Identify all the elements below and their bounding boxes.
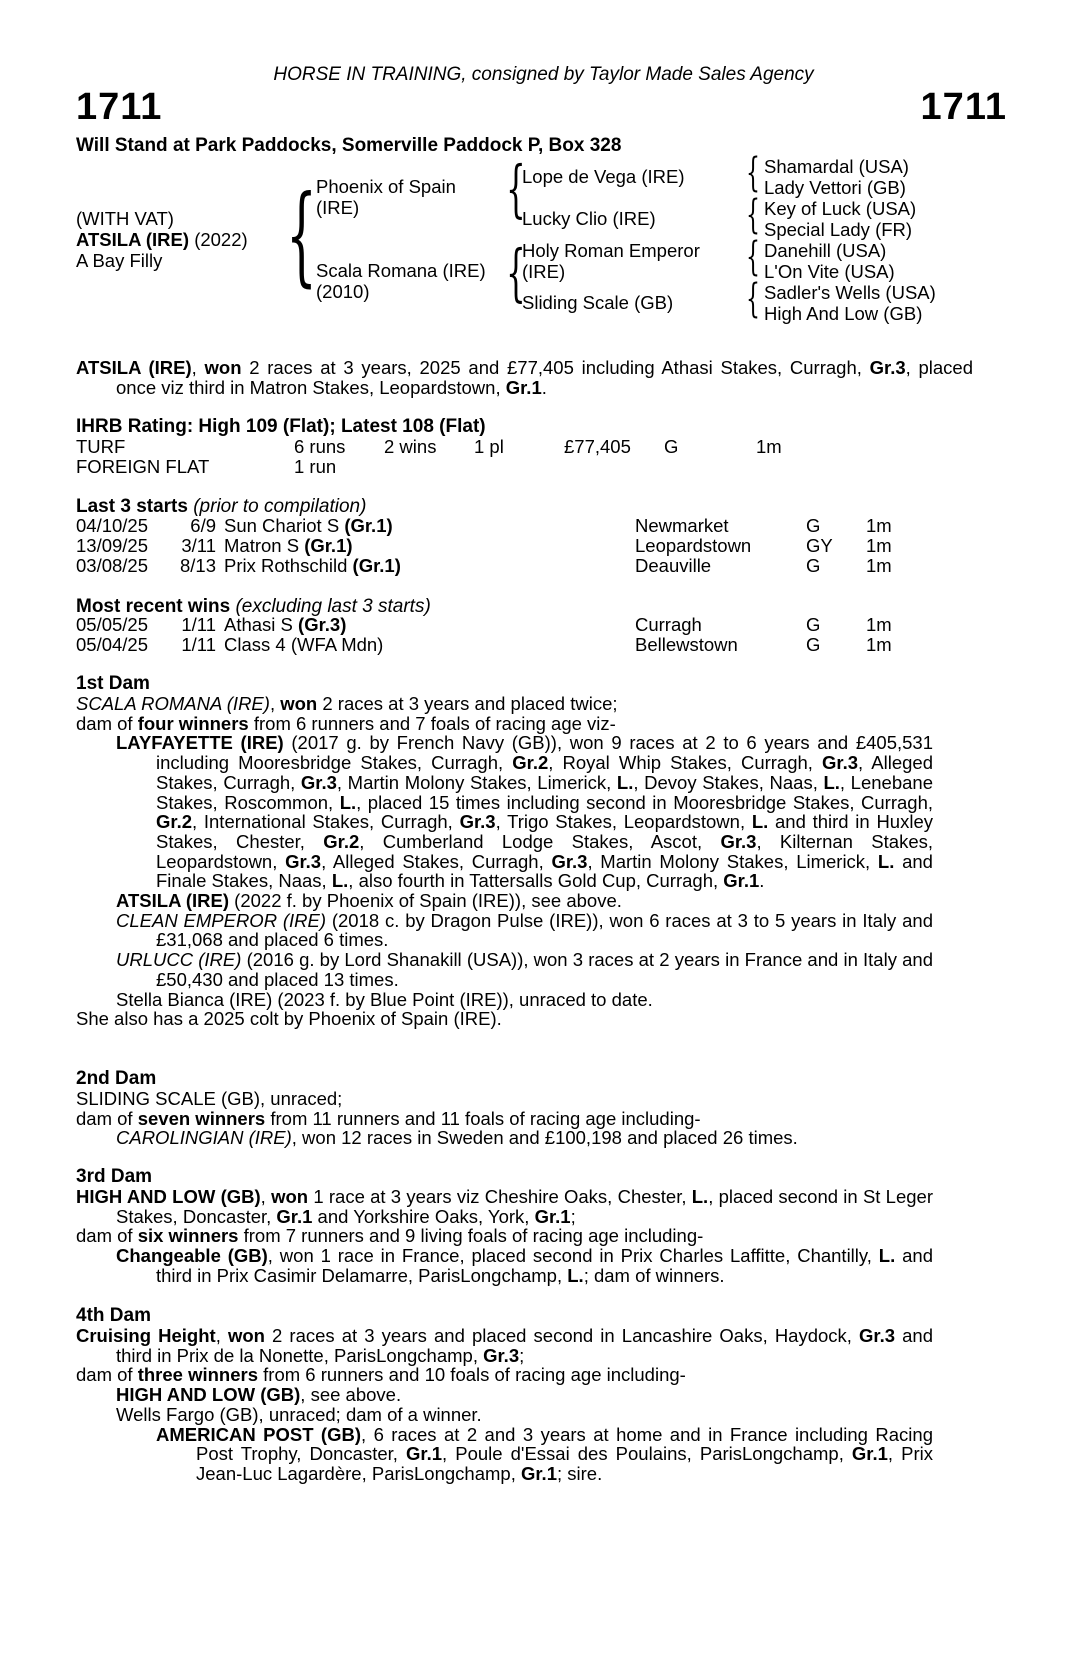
race-course: Curragh (635, 614, 702, 635)
race-position: 6/9 (190, 515, 216, 536)
race-distance: 1m (866, 535, 892, 556)
race-title: Matron S (224, 535, 300, 556)
ggp-brace-icon: { (746, 234, 760, 280)
horse-name: ATSILA (IRE) (76, 229, 190, 250)
dam-paragraph (76, 733, 933, 891)
dam-paragraph (76, 1009, 933, 1029)
consignment-heading: HORSE IN TRAINING, consigned by Taylor Made Sales Agency (273, 64, 814, 85)
bold-text: won (271, 1186, 309, 1207)
dam-paragraph (76, 1326, 933, 1365)
text: , (215, 1325, 228, 1346)
dam-paragraph (76, 694, 933, 714)
bold-text: Gr.3 (822, 752, 859, 774)
text: , also fourth in Tattersalls Gold Cup, Curragh, (348, 870, 724, 892)
grandparent (522, 208, 656, 229)
grandparent (522, 292, 673, 313)
grandparent (522, 166, 685, 187)
text: 2 races at 3 years and placed second in Lancashire Oaks, Haydock, (264, 1325, 860, 1346)
dam-paragraph (76, 950, 933, 989)
text: She also has a 2025 colt by Phoenix of Spain (IRE). (76, 1008, 502, 1030)
dam-title: 3rd Dam (76, 1166, 153, 1187)
great-grandparent: Key of Luck (USA) (764, 198, 917, 219)
text: dam of (76, 1225, 138, 1247)
bold-text: Cruising Height (76, 1325, 216, 1346)
bold-text: L. (823, 771, 840, 793)
great-grandparent: Danehill (USA) (764, 240, 887, 261)
sire-name: Phoenix of Spain (316, 176, 456, 197)
dam-paragraph (76, 1226, 933, 1246)
great-grandparents (764, 156, 936, 324)
dam-brace-icon: { (506, 236, 526, 309)
dam-paragraph (76, 1405, 933, 1425)
race-date: 05/05/25 (76, 614, 149, 635)
bold-text: Gr.3 (300, 771, 337, 793)
text: , 6 races at 2 and 3 years at home and in France including Racing Post Trophy, Doncaster, (196, 1423, 933, 1465)
race-going: G (806, 614, 821, 635)
race-going: GY (806, 535, 833, 556)
bold-text: L. (331, 870, 349, 892)
rating-distance: 1m (756, 436, 782, 457)
dam-section (76, 1306, 933, 1484)
text: from 6 runners and 7 foals of racing age viz- (248, 712, 616, 734)
grandparent-name: Lope de Vega (IRE) (522, 166, 685, 187)
rating-title: IHRB Rating: High 109 (Flat); Latest 108 (Flat) (76, 416, 486, 437)
race-grade: (Gr.3) (292, 614, 347, 635)
text: (2017 g. by French Navy (GB)), won 9 races at 2 to 6 years and £405,531 including Mooresbridge Stakes, Curragh, (156, 732, 933, 774)
race-grade: (Gr.1) (347, 555, 401, 576)
race-name (224, 536, 353, 556)
race-date: 03/08/25 (76, 555, 149, 576)
race-date: 13/09/25 (76, 535, 149, 556)
bold-text: Gr.2 (156, 811, 192, 833)
race-position: 3/11 (181, 535, 216, 556)
text: and Yorkshire Oaks, York, (312, 1205, 535, 1227)
great-grandparent: Special Lady (FR) (764, 219, 913, 240)
text: 1 race at 3 years viz Cheshire Oaks, Chester, (308, 1186, 692, 1207)
grandparent (522, 240, 700, 282)
bold-text: won (227, 1325, 265, 1346)
text: ; dam of winners. (583, 1264, 725, 1286)
bold-text: three winners (137, 1364, 258, 1386)
text: , Alleged Stakes, Curragh, (156, 752, 933, 793)
text: , Martin Molony Stakes, Limerick, (587, 850, 878, 872)
bold-text: L. (878, 1245, 896, 1267)
text: , Poule d'Essai des Poulains, ParisLongchamp, (442, 1443, 852, 1465)
dam-paragraph (76, 714, 933, 734)
rating-runs: 6 runs (294, 436, 346, 457)
bold-text: Gr.3 (483, 1344, 520, 1366)
bold-text: Gr.3 (869, 357, 906, 378)
dam-paragraph (76, 1128, 933, 1148)
text: , Kilternan Stakes, Leopardstown, (156, 830, 933, 872)
text: , Royal Whip Stakes, Curragh, (548, 752, 823, 774)
text: dam of (76, 712, 138, 734)
lot-number-right: 1711 (920, 86, 1007, 128)
text: , placed second in St Leger Stakes, Doncaster, (116, 1186, 933, 1227)
text: , won 1 race in France, placed second in Prix Charles Laffitte, Chantilly, (267, 1245, 879, 1267)
text: , (260, 1186, 272, 1207)
rating-surface: TURF (76, 436, 126, 457)
race-grade: (Gr.1) (339, 515, 393, 536)
dam-paragraph (76, 1187, 933, 1226)
great-grandparent: High And Low (GB) (764, 303, 923, 324)
text: ; (519, 1344, 525, 1366)
bold-text: Gr.3 (551, 850, 588, 872)
rating-runs: 1 run (294, 456, 337, 477)
dam-paragraph (76, 990, 933, 1010)
bold-text: Gr.1 (505, 377, 542, 398)
bold-text: won (280, 693, 318, 714)
rating-surface: FOREIGN FLAT (76, 456, 210, 477)
race-position: 8/13 (179, 555, 216, 576)
dam-paragraph (76, 1089, 933, 1109)
text: SLIDING SCALE (GB), unraced; (76, 1088, 343, 1109)
sire-country: (IRE) (316, 197, 360, 218)
great-grandparent: Lady Vettori (GB) (764, 177, 906, 198)
grandparent-country: (IRE) (522, 261, 566, 282)
last-starts-title: Last 3 starts (76, 496, 188, 517)
horse-title (76, 229, 248, 250)
race-course: Deauville (635, 555, 712, 576)
dam-section (76, 1069, 933, 1148)
recent-wins-title: Most recent wins (76, 596, 231, 617)
pedigree-sire (316, 176, 456, 218)
bold-text: AMERICAN POST (GB) (156, 1423, 361, 1445)
text: 2 races at 3 years, 2025 and £77,405 including Athasi Stakes, Curragh, (241, 357, 870, 378)
rating-earnings: £77,405 (564, 436, 631, 457)
race-title: Athasi S (224, 614, 293, 635)
text: , Cumberland Lodge Stakes, Ascot, (359, 830, 721, 852)
italic-text: URLUCC (IRE) (116, 949, 242, 971)
pedigree-horse (76, 208, 248, 271)
pedigree-brace-icon: { (286, 173, 317, 298)
bold-text: Gr.2 (512, 752, 549, 774)
stable-location: Will Stand at Park Paddocks, Somerville Paddock P, Box 328 (76, 135, 622, 156)
bold-text: L. (751, 811, 769, 833)
text: and third in Huxley Stakes, Chester, (156, 811, 933, 852)
text: . (759, 870, 765, 892)
race-title: Prix Rothschild (224, 555, 348, 576)
dam-paragraph (76, 1109, 933, 1129)
text: from 7 runners and 9 living foals of racing age including- (238, 1225, 704, 1247)
last-starts-subtitle: (prior to compilation) (193, 496, 367, 517)
race-course: Bellewstown (635, 634, 738, 655)
text: , International Stakes, Curragh, (192, 811, 460, 833)
bold-text: L. (877, 850, 895, 872)
text: , (269, 693, 281, 714)
bold-text: LAYFAYETTE (IRE) (116, 732, 284, 754)
bold-text: Gr.1 (520, 1462, 557, 1484)
text: , won 12 races in Sweden and £100,198 and placed 26 times. (291, 1127, 798, 1149)
rating-wins: 2 wins (384, 436, 437, 457)
text: , Lenebane Stakes, Roscommon, (156, 771, 933, 813)
grandparent-name: Sliding Scale (GB) (522, 292, 674, 313)
recent-wins-subtitle: (excluding last 3 starts) (235, 596, 431, 617)
dam-year: (2010) (316, 281, 370, 302)
bold-text: Gr.3 (285, 850, 322, 872)
race-going: G (806, 515, 821, 536)
rating-going: G (664, 436, 679, 457)
ggp-brace-icon: { (746, 192, 760, 238)
italic-text: CLEAN EMPEROR (IRE) (116, 909, 327, 931)
bold-text: ATSILA (IRE) (116, 890, 230, 912)
dam-paragraph (76, 1365, 933, 1385)
text: dam of (76, 1107, 138, 1129)
text: , (191, 357, 205, 378)
grandparent-name: Holy Roman Emperor (522, 240, 700, 261)
text: 2 races at 3 years and placed twice; (317, 693, 618, 714)
text: Stella Bianca (IRE) (2023 f. by Blue Point (IRE)), unraced to date. (116, 988, 653, 1010)
race-grade: (Gr.1) (299, 535, 353, 556)
dam-paragraph (76, 911, 933, 950)
bold-text: won (204, 357, 242, 378)
bold-text: L. (567, 1264, 584, 1286)
text: , placed 15 times including second in Mooresbridge Stakes, Curragh, (356, 791, 933, 813)
text: , Martin Molony Stakes, Limerick, (336, 771, 617, 793)
great-grandparent: Sadler's Wells (USA) (764, 282, 936, 303)
text: , Prix Jean-Luc Lagardère, ParisLongchamp, (196, 1443, 934, 1484)
text: and third in Prix Casimir Delamarre, ParisLongchamp, (156, 1245, 933, 1286)
text: , Alleged Stakes, Curragh, (321, 850, 552, 872)
dam-paragraph (76, 1385, 933, 1405)
bold-text: HIGH AND LOW (GB) (116, 1384, 301, 1406)
race-title: Class 4 (WFA Mdn) (224, 634, 384, 655)
dam-paragraph (76, 1246, 933, 1285)
text: from 6 runners and 10 foals of racing age including- (258, 1364, 686, 1386)
text: ; (570, 1205, 576, 1227)
dam-paragraph (76, 891, 933, 911)
race-going: G (806, 555, 821, 576)
text: (2018 c. by Dragon Pulse (IRE)), won 6 races at 3 to 5 years in Italy and £31,068 and placed 6 times. (156, 909, 933, 951)
bold-text: seven winners (137, 1107, 266, 1129)
race-date: 04/10/25 (76, 515, 149, 536)
text: Wells Fargo (GB), unraced; dam of a winner. (116, 1403, 482, 1425)
horse-description: A Bay Filly (76, 250, 163, 271)
race-date: 05/04/25 (76, 634, 149, 655)
great-grandparent: Shamardal (USA) (764, 156, 909, 177)
grandparent-name: Lucky Clio (IRE) (522, 208, 656, 229)
bold-text: Gr.3 (459, 811, 496, 833)
bold-text: L. (691, 1186, 709, 1207)
text: , see above. (300, 1384, 402, 1406)
great-grandparent: L'On Vite (USA) (764, 261, 895, 282)
text: dam of (76, 1364, 138, 1386)
vat-note: (WITH VAT) (76, 208, 174, 229)
text: (2016 g. by Lord Shanakill (USA)), won 3 races at 2 years in France and in Italy and £50,430 and placed 13 times. (156, 949, 933, 990)
text: , Trigo Stakes, Leopardstown, (495, 811, 752, 833)
dam-paragraph (76, 1425, 933, 1484)
race-name (224, 635, 383, 655)
ggp-brace-icon: { (746, 276, 760, 322)
race-position: 1/11 (181, 614, 216, 635)
text: and third in Prix de la Nonette, ParisLongchamp, (116, 1325, 933, 1366)
race-distance: 1m (866, 555, 892, 576)
italic-text: SCALA ROMANA (IRE) (76, 693, 270, 714)
bold-text: six winners (137, 1225, 239, 1247)
ggp-brace-icon: { (746, 150, 760, 196)
text: . (541, 377, 547, 398)
race-distance: 1m (866, 515, 892, 536)
dam-section (76, 674, 933, 1029)
bold-text: Gr.1 (851, 1443, 888, 1465)
rating-places: 1 pl (474, 436, 504, 457)
sire-brace-icon: { (506, 152, 526, 225)
race-position: 1/11 (181, 634, 216, 655)
race-going: G (806, 634, 821, 655)
bold-text: HIGH AND LOW (GB) (76, 1186, 261, 1207)
horse-year: (2022) (194, 229, 248, 250)
race-title: Sun Chariot S (224, 515, 340, 536)
bold-text: Gr.1 (406, 1443, 443, 1465)
lot-number-left: 1711 (76, 86, 163, 128)
italic-text: CAROLINGIAN (IRE) (116, 1127, 292, 1149)
bold-text: L. (339, 791, 357, 813)
race-name (224, 556, 401, 576)
text: ; sire. (556, 1462, 603, 1484)
text: and Finale Stakes, Naas, (156, 850, 933, 892)
dam-name: Scala Romana (IRE) (316, 260, 486, 281)
dam-title: 4th Dam (76, 1305, 151, 1326)
race-summary (76, 358, 973, 398)
bold-text: ATSILA (IRE) (76, 357, 192, 378)
bold-text: Gr.1 (276, 1205, 313, 1227)
bold-text: Gr.1 (723, 870, 760, 892)
race-distance: 1m (866, 634, 892, 655)
race-course: Leopardstown (635, 535, 752, 556)
pedigree-dam (316, 260, 486, 302)
race-distance: 1m (866, 614, 892, 635)
race-name (224, 615, 346, 635)
race-course: Newmarket (635, 515, 729, 536)
text: (2022 f. by Phoenix of Spain (IRE)), see above. (229, 890, 622, 912)
text: , placed once viz third in Matron Stakes, Leopardstown, (116, 357, 974, 398)
bold-text: four winners (137, 712, 249, 734)
dam-section (76, 1167, 933, 1286)
race-name (224, 516, 393, 536)
bold-text: L. (616, 771, 634, 793)
dam-title: 1st Dam (76, 673, 150, 694)
bold-text: Gr.1 (534, 1205, 571, 1227)
text: from 11 runners and 11 foals of racing age including- (265, 1107, 701, 1129)
dam-title: 2nd Dam (76, 1068, 157, 1089)
text: , Devoy Stakes, Naas, (633, 771, 824, 793)
bold-text: Gr.3 (720, 830, 757, 852)
bold-text: Changeable (GB) (116, 1245, 268, 1267)
bold-text: Gr.3 (859, 1325, 896, 1346)
bold-text: Gr.2 (323, 830, 360, 852)
